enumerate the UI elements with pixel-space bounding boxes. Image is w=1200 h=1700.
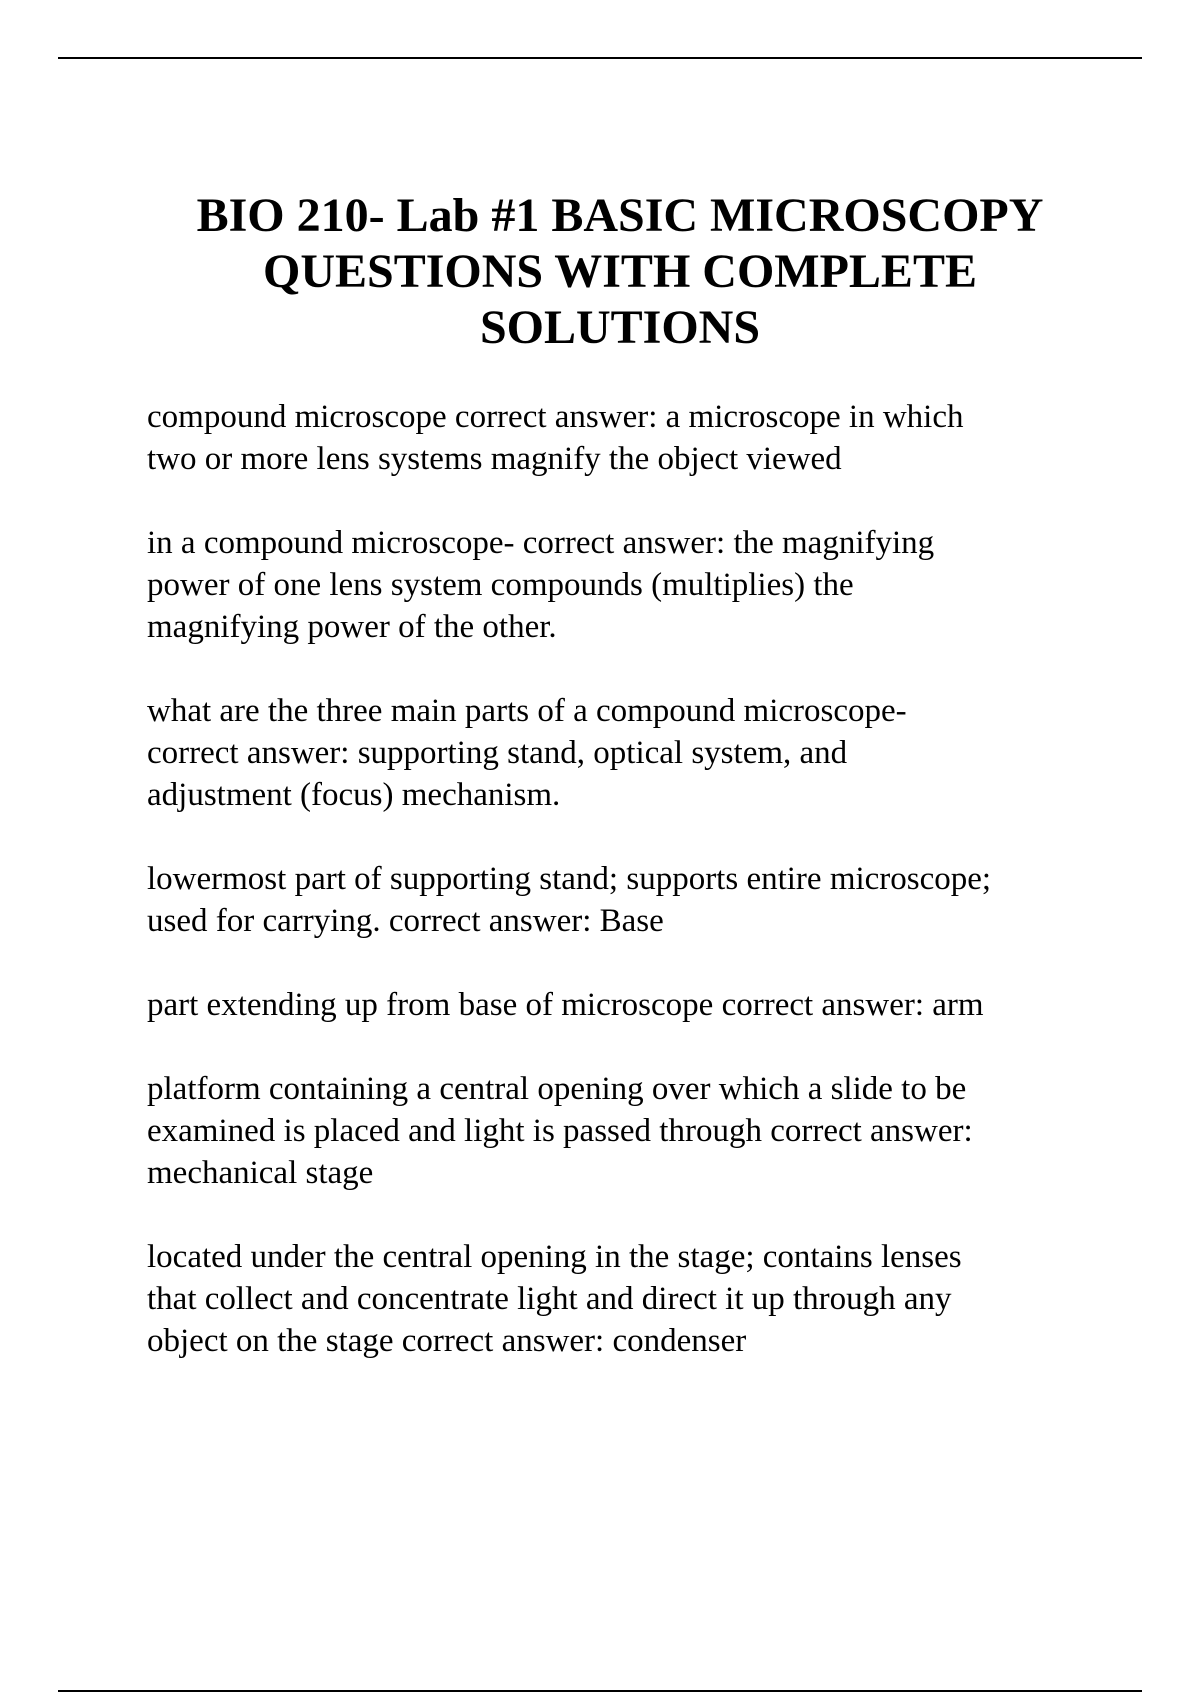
qa-item-base bbox=[147, 858, 1107, 942]
qa-line: power of one lens system compounds (multiplies) the bbox=[147, 567, 854, 603]
qa-line: that collect and concentrate light and direct it up through any bbox=[147, 1281, 952, 1317]
qa-item-three-main-parts bbox=[147, 690, 1107, 816]
qa-item-condenser bbox=[147, 1236, 1107, 1362]
qa-line: mechanical stage bbox=[147, 1155, 374, 1191]
qa-item-mechanical-stage bbox=[147, 1068, 1107, 1194]
qa-item-compound-definition bbox=[147, 522, 1107, 648]
qa-line: adjustment (focus) mechanism. bbox=[147, 777, 561, 813]
qa-line: what are the three main parts of a compound microscope- bbox=[147, 693, 907, 729]
title-line: SOLUTIONS bbox=[479, 301, 761, 354]
qa-line: used for carrying. correct answer: Base bbox=[147, 903, 664, 939]
qa-line: located under the central opening in the stage; contains lenses bbox=[147, 1239, 962, 1275]
qa-line: in a compound microscope- correct answer: the magnifying bbox=[147, 525, 935, 561]
bottom-divider bbox=[58, 1690, 1142, 1692]
qa-line: two or more lens systems magnify the object viewed bbox=[147, 441, 842, 477]
qa-item-compound-microscope bbox=[147, 396, 1107, 480]
qa-line: object on the stage correct answer: condenser bbox=[147, 1323, 747, 1359]
question-answer-list bbox=[147, 396, 1107, 1404]
qa-line: compound microscope correct answer: a microscope in which bbox=[147, 399, 964, 435]
qa-line: correct answer: supporting stand, optical system, and bbox=[147, 735, 848, 771]
document-title bbox=[120, 188, 1120, 356]
qa-line: part extending up from base of microscope correct answer: arm bbox=[147, 987, 984, 1023]
qa-line: magnifying power of the other. bbox=[147, 609, 557, 645]
top-divider bbox=[58, 57, 1142, 59]
qa-item-arm bbox=[147, 984, 1107, 1026]
qa-line: platform containing a central opening over which a slide to be bbox=[147, 1071, 967, 1107]
qa-line: lowermost part of supporting stand; supports entire microscope; bbox=[147, 861, 992, 897]
title-line: BIO 210- Lab #1 BASIC MICROSCOPY bbox=[196, 189, 1044, 242]
qa-line: examined is placed and light is passed through correct answer: bbox=[147, 1113, 973, 1149]
title-line: QUESTIONS WITH COMPLETE bbox=[263, 245, 977, 298]
